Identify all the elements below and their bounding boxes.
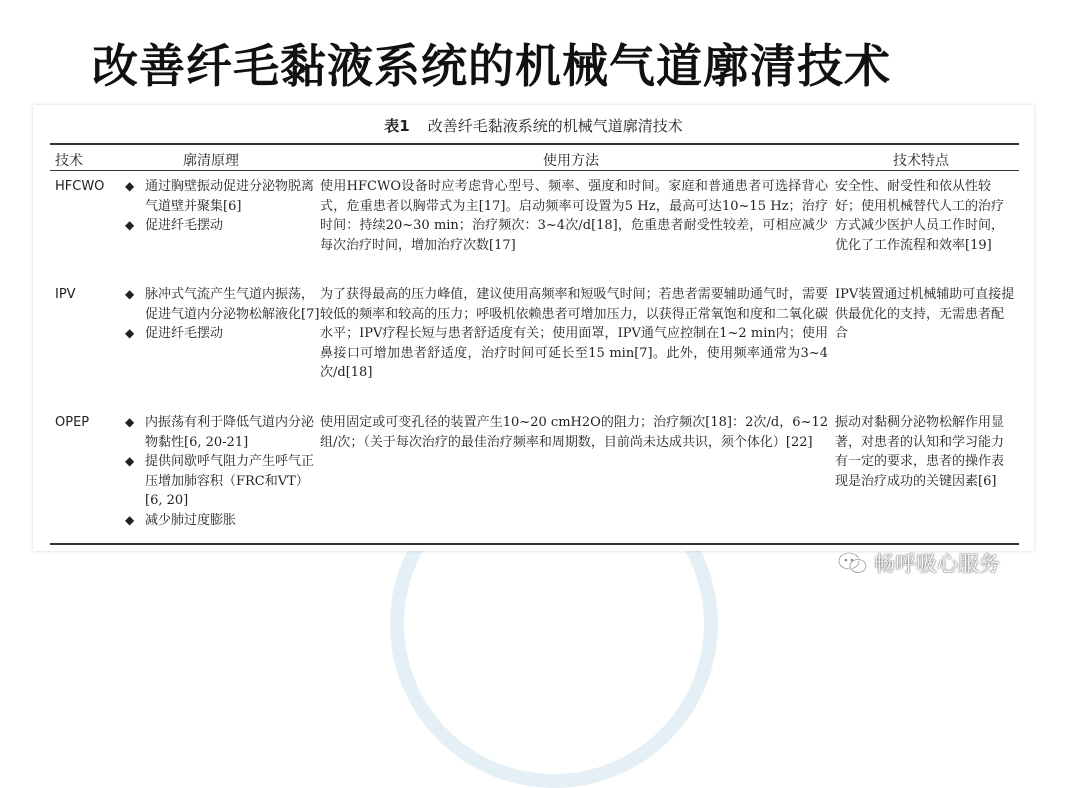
principle-item: ◆ 提供间歇呼气阻力产生呼气正压增加肺容积（FRC和VT）[6, 20]: [125, 452, 321, 511]
principle-item: ◆ 通过胸壁振动促进分泌物脱离气道壁并聚集[6]: [125, 177, 321, 216]
row-ipv-tech: IPV: [55, 287, 76, 302]
row-opep-tech: OPEP: [55, 415, 90, 430]
header-principle: 廓清原理: [183, 153, 239, 169]
row-opep-feature: 振动对黏稠分泌物松解作用显著，对患者的认知和学习能力有一定的要求，患者的操作表现是治疗成功的关键因素[6]: [835, 415, 1005, 489]
wechat-icon: [838, 551, 868, 575]
row-ipv-principle: [125, 285, 321, 344]
table-bottom-rule: [50, 543, 1019, 545]
principle-item: ◆ 脉冲式气流产生气道内振荡，促进气道内分泌物松解液化[7]: [125, 285, 321, 324]
row-opep-usage: 使用固定或可变孔径的装置产生10~20 cmH2O的阻力；治疗频次[18]：2次/d，6~12组/次；（关于每次治疗的最佳治疗频率和周期数，目前尚未达成共识，须个体化）[22]: [320, 415, 828, 450]
principle-item: ◆ 促进纤毛摆动: [125, 324, 321, 344]
table-caption: [33, 115, 1034, 136]
table-caption-number: 表1: [384, 117, 410, 135]
table-panel: [33, 105, 1034, 551]
row-hfcwo-tech: HFCWO: [55, 179, 105, 194]
brand-watermark: [838, 548, 1000, 578]
row-hfcwo-feature: 安全性、耐受性和依从性较好；使用机械替代人工的治疗方式减少医护人员工作时间，优化了工作流程和效率[19]: [835, 179, 1005, 253]
table-top-rule: [50, 143, 1019, 145]
row-hfcwo-usage: 使用HFCWO设备时应考虑背心型号、频率、强度和时间。家庭和普通患者可选择背心式，危重患者以胸带式为主[17]。启动频率可设置为5 Hz，最高可达10~15 Hz；治疗时间：持续20~30 min；治疗频次：3~4次/d[18]，危重患者耐受性较差，可相应减少每次治疗时间，增加治疗次数[17]: [320, 179, 828, 253]
brand-name: 畅呼吸心服务: [874, 552, 1000, 576]
row-ipv-usage: 为了获得最高的压力峰值，建议使用高频率和短吸气时间；若患者需要辅助通气时，需要较低的频率和较高的压力；呼吸机依赖患者可增加压力，以获得正常氧饱和度和二氧化碳水平；IPV疗程长短与患者舒适度有关；使用面罩，IPV通气应控制在1~2 min内；使用鼻接口可增加患者舒适度，治疗时间可延长至15 min[7]。此外，使用频率通常为3~4次/d[18]: [320, 287, 828, 380]
row-ipv-feature: IPV装置通过机械辅助可直接提供最优化的支持，无需患者配合: [835, 287, 1015, 341]
principle-item: ◆ 减少肺过度膨胀: [125, 511, 321, 531]
slide-title: 改善纤毛黏液系统的机械气道廓清技术: [92, 39, 891, 93]
header-tech: 技术: [55, 153, 83, 169]
principle-item: ◆ 内振荡有利于降低气道内分泌物黏性[6, 20-21]: [125, 413, 321, 452]
row-opep-principle: [125, 413, 321, 530]
header-usage: 使用方法: [543, 153, 599, 169]
header-feature: 技术特点: [893, 153, 949, 169]
row-hfcwo-principle: [125, 177, 321, 236]
table-caption-title: 改善纤毛黏液系统的机械气道廓清技术: [427, 117, 683, 135]
principle-item: ◆ 促进纤毛摆动: [125, 216, 321, 236]
table-header-rule: [50, 170, 1019, 171]
